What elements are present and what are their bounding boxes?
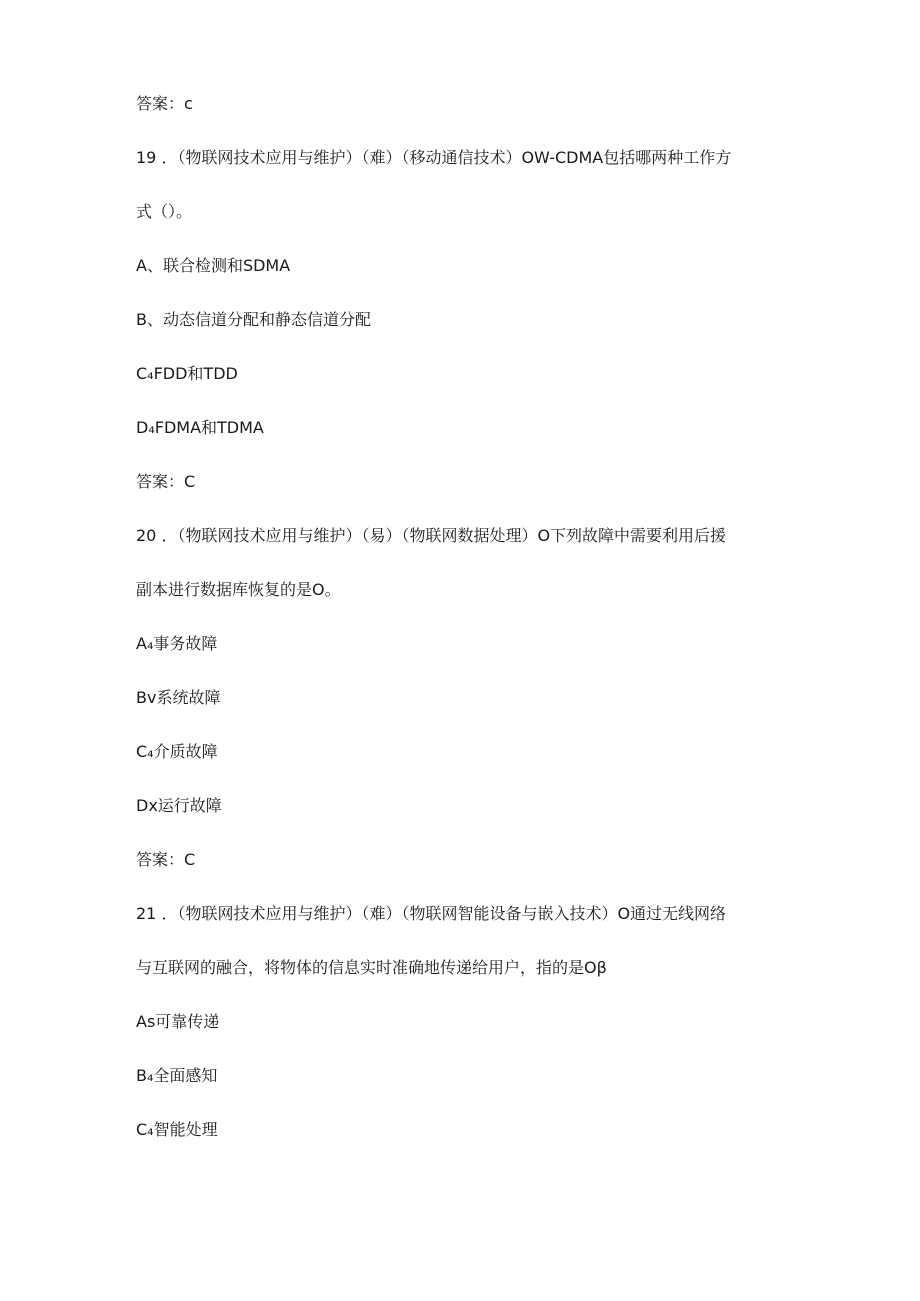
option-20-c: C₄介质故障 <box>136 742 218 761</box>
answer-20: 答案：C <box>136 850 196 869</box>
question-21-line-2: 与互联网的融合，将物体的信息实时准确地传递给用户，指的是Oβ <box>136 958 607 977</box>
option-20-a: A₄事务故障 <box>136 634 218 653</box>
option-20-b: Bv系统故障 <box>136 688 221 707</box>
question-19-line-2: 式（）。 <box>136 202 193 221</box>
answer-18: 答案：c <box>136 94 193 113</box>
option-21-b: B₄全面感知 <box>136 1066 218 1085</box>
option-19-a: A、联合检测和SDMA <box>136 256 291 275</box>
answer-19: 答案：C <box>136 472 196 491</box>
option-21-c: C₄智能处理 <box>136 1120 218 1139</box>
question-21-line-1: 21 ．（物联网技术应用与维护）（难）（物联网智能设备与嵌入技术）O通过无线网络 <box>136 904 727 923</box>
option-19-d: D₄FDMA和TDMA <box>136 418 264 437</box>
question-20-line-2: 副本进行数据库恢复的是O。 <box>136 580 341 599</box>
question-19-line-1: 19 ．（物联网技术应用与维护）（难）（移动通信技术）OW-CDMA包括哪两种工作方 <box>136 148 732 167</box>
option-19-b: B、动态信道分配和静态信道分配 <box>136 310 371 329</box>
question-20-line-1: 20 ．（物联网技术应用与维护）（易）（物联网数据处理）O下列故障中需要利用后援 <box>136 526 727 545</box>
option-21-a: As可靠传递 <box>136 1012 220 1031</box>
option-19-c: C₄FDD和TDD <box>136 364 238 383</box>
option-20-d: Dx运行故障 <box>136 796 222 815</box>
